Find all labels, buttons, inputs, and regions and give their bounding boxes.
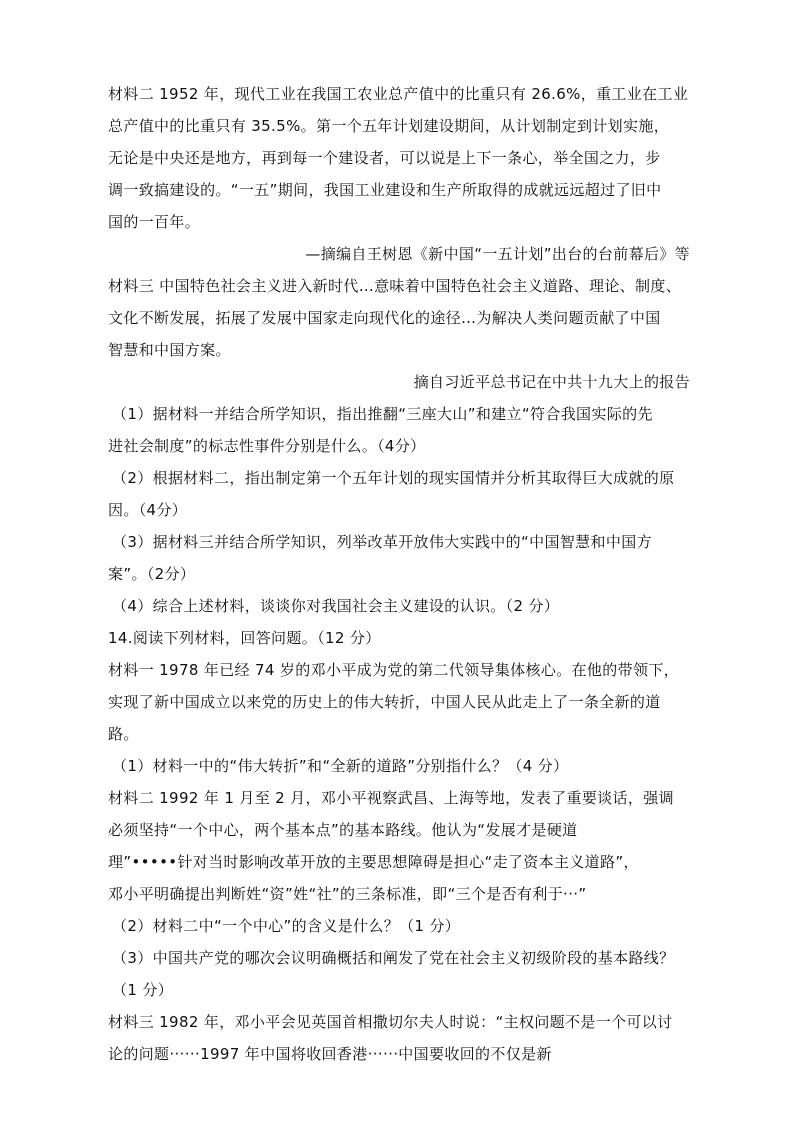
q14-question-1: （1）材料一中的“伟大转折”和“全新的道路”分别指什么？（4 分）: [112, 757, 569, 775]
question-14-heading: 14.阅读下列材料，回答问题。（12 分）: [108, 629, 381, 647]
q14-material-one-line-3: 路。: [108, 725, 139, 743]
material-two-line-5: 国的一百年。: [108, 213, 201, 231]
q14-question-3-line-1: （3）中国共产党的哪次会议明确概括和阐发了党在社会主义初级阶段的基本路线？: [112, 949, 675, 967]
material-three-line-3: 智慧和中国方案。: [108, 341, 231, 359]
q14-material-two-line-1: 材料二 1992 年 1 月至 2 月，邓小平视察武昌、上海等地，发表了重要谈话，强调: [108, 789, 674, 807]
question-3-line-1: （3）据材料三并结合所学知识，列举改革开放伟大实践中的“中国智慧和中国方: [112, 533, 652, 551]
q14-material-one-line-1: 材料一 1978 年已经 74 岁的邓小平成为党的第二代领导集体核心。在他的带领下，: [108, 661, 680, 679]
q14-question-3-line-2: （1 分）: [112, 981, 174, 999]
material-three-line-1: 材料三 中国特色社会主义进入新时代…意味着中国特色社会主义道路、理论、制度、: [108, 277, 682, 295]
q14-material-three-line-2: 论的问题······1997 年中国将收回香港······中国要收回的不仅是新: [108, 1045, 552, 1063]
q14-question-2: （2）材料二中“一个中心”的含义是什么？（1 分）: [112, 917, 461, 935]
q14-material-two-line-4: 邓小平明确提出判断姓“资”姓“社”的三条标准，即“三个是否有利于···”: [108, 885, 587, 903]
material-two-line-4: 调一致搞建设的。“一五”期间，我国工业建设和生产所取得的成就远远超过了旧中: [108, 181, 662, 199]
material-three-line-2: 文化不断发展，拓展了发展中国家走向现代化的途径…为解决人类问题贡献了中国: [108, 309, 661, 327]
question-3-line-2: 案”。（2分）: [108, 565, 196, 583]
material-two-line-3: 无论是中央还是地方，再到每一个建设者，可以说是上下一条心，举全国之力，步: [108, 149, 661, 167]
material-two-line-2: 总产值中的比重只有 35.5%。第一个五年计划建设期间，从计划制定到计划实施，: [108, 117, 670, 135]
question-1-line-1: （1）据材料一并结合所学知识，指出推翻“三座大山”和建立“符合我国实际的先: [112, 405, 653, 423]
question-2-line-2: 因。（4分）: [108, 501, 188, 519]
q14-material-three-line-1: 材料三 1982 年，邓小平会见英国首相撒切尔夫人时说：“主权问题不是一个可以讨: [108, 1013, 673, 1031]
material-two-source: —摘编自王树恩《新中国“一五计划”出台的台前幕后》等: [305, 245, 690, 263]
q14-material-one-line-2: 实现了新中国成立以来党的历史上的伟大转折，中国人民从此走上了一条全新的道: [108, 693, 661, 711]
material-two-line-1: 材料二 1952 年，现代工业在我国工农业总产值中的比重只有 26.6%，重工业在工业: [108, 85, 689, 103]
question-4: （4）综合上述材料，谈谈你对我国社会主义建设的认识。（2 分）: [112, 597, 560, 615]
q14-material-two-line-3: 理”•••••针对当时影响改革开放的主要思想障碍是担心“走了资本主义道路”，: [108, 853, 639, 871]
question-2-line-1: （2）根据材料二，指出制定第一个五年计划的现实国情并分析其取得巨大成就的原: [112, 469, 675, 487]
material-three-source: 摘自习近平总书记在中共十九大上的报告: [413, 373, 690, 391]
q14-material-two-line-2: 必须坚持“一个中心，两个基本点”的基本路线。他认为“发展才是硬道: [108, 821, 578, 839]
question-1-line-2: 进社会制度”的标志性事件分别是什么。（4分）: [108, 437, 426, 455]
